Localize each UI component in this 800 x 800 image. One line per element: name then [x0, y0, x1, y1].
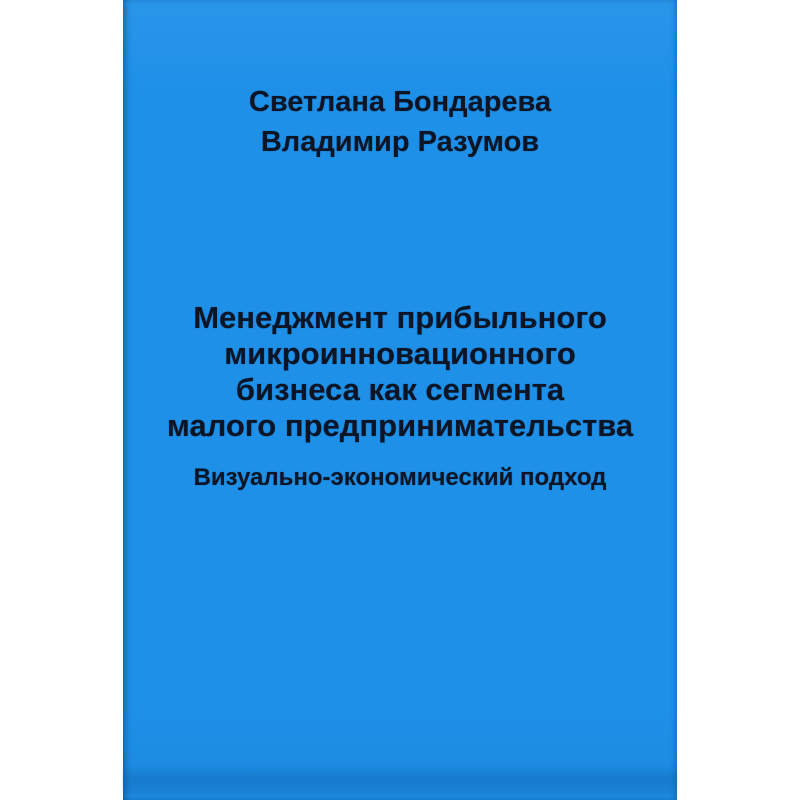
title-line: бизнеса как сегмента	[235, 372, 565, 407]
book-bottom-edge-shadow	[123, 766, 677, 794]
book-cover	[123, 0, 677, 800]
author-name: Светлана Бондарева	[248, 86, 552, 118]
title-line: малого предпринимательства	[166, 408, 634, 443]
book-subtitle: Визуально-экономический подход	[193, 464, 607, 491]
author-names	[123, 82, 677, 162]
title-line: микроинновационного	[224, 336, 576, 371]
author-name: Владимир Разумов	[260, 126, 540, 158]
book-title	[123, 300, 677, 444]
title-line: Менеджмент прибыльного	[193, 300, 607, 335]
